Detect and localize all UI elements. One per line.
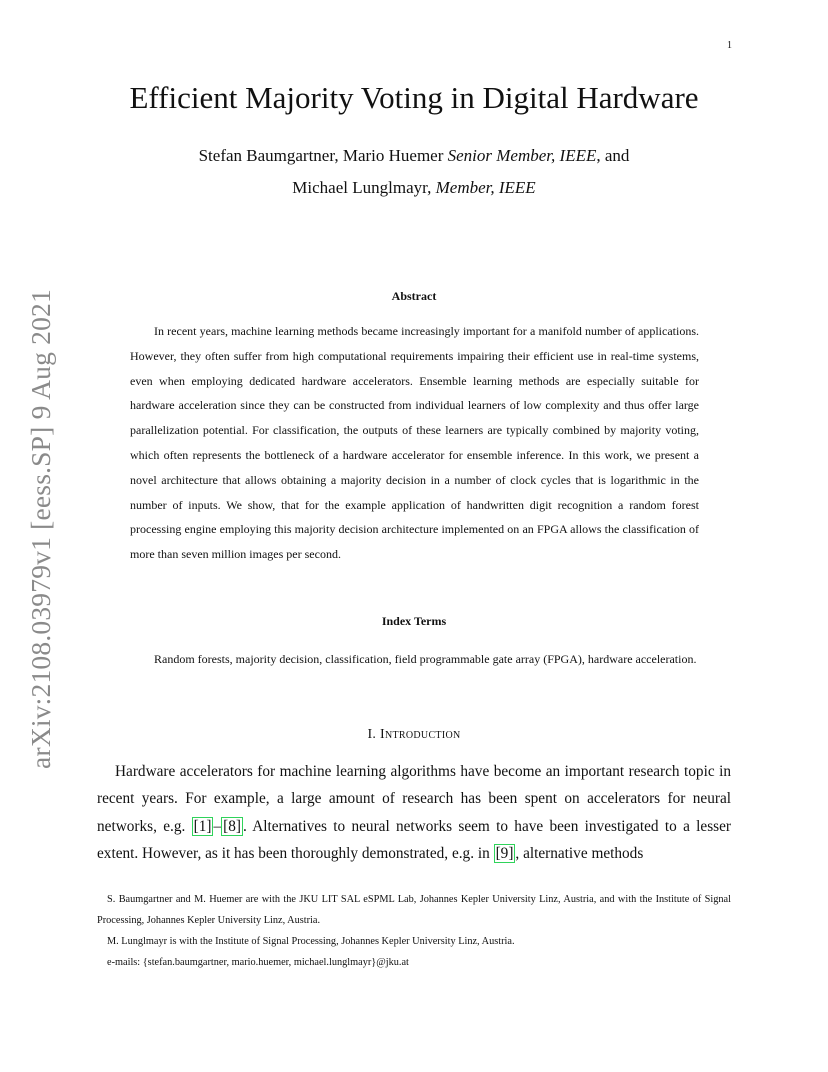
author-suffix-1: , and <box>596 146 630 165</box>
paper-title: Efficient Majority Voting in Digital Hardware <box>129 80 699 115</box>
author-names-2: Michael Lunglmayr, <box>292 178 436 197</box>
index-terms-heading: Index Terms <box>381 614 447 628</box>
intro-text-a: Hardware accelerators for machine learning algorithms have become an important research topic in recent years. For example, a large amount of research has been spent on accelerators for neural networks, e.g. <box>97 763 731 835</box>
intro-text-c: , alternative methods <box>515 844 644 862</box>
page-number: 1 <box>727 40 732 51</box>
footnotes <box>97 889 731 973</box>
author-role-1: Senior Member, IEEE <box>447 146 597 165</box>
arxiv-identifier: arXiv:2108.03979v1 [eess.SP] 9 Aug 2021 <box>25 289 56 769</box>
citation-link-1[interactable]: [1] <box>193 817 212 835</box>
author-role-2: Member, IEEE <box>435 178 536 197</box>
arxiv-stamp <box>20 290 62 768</box>
introduction-paragraph <box>97 758 731 867</box>
author-block <box>96 140 732 204</box>
abstract-text: In recent years, machine learning methods became increasingly important for a manifold number of applications. However, they often suffer from high computational requirements impairing their efficient use in real-time systems, even when employing dedicated hardware accelerators. Ensemble learning methods are especially suitable for hardware acceleration since they can be constructed from individual learners of low complexity and thus offer large parallelization potential. For classification, the outputs of these learners are typically combined by majority voting, which often represents the bottleneck of a hardware accelerator for ensemble inference. In this work, we present a novel architecture that allows obtaining a majority decision in a number of clock cycles that is logarithmic in the number of inputs. We show, that for the example application of handwritten digit recognition a random forest processing engine employing this majority decision architecture implemented on an FPGA allows the classification of more than seven million images per second. <box>130 324 699 562</box>
author-line-2 <box>96 172 732 204</box>
intro-text-b: . Alternatives to neural networks seem to have been investigated to a lesser extent. However, as it has been thoroughly demonstrated, e.g. in <box>97 817 731 862</box>
author-names-1: Stefan Baumgartner, Mario Huemer <box>198 146 448 165</box>
introduction-heading <box>96 727 732 743</box>
section-number: I. <box>367 727 381 742</box>
index-terms-text: Random forests, majority decision, classification, field programmable gate array (FPGA), hardware acceleration. <box>154 652 697 666</box>
citation-dash: – <box>213 817 222 835</box>
section-title: Introduction <box>380 727 461 742</box>
author-line-1 <box>96 140 732 172</box>
footnote-affiliation-1: S. Baumgartner and M. Huemer are with the JKU LIT SAL eSPML Lab, Johannes Kepler University Linz, Austria, and with the Institute of Signal Processing, Johannes Kepler University Linz, Austria. <box>97 894 731 926</box>
abstract-heading: Abstract <box>391 289 437 303</box>
citation-link-9[interactable]: [9] <box>495 844 514 862</box>
footnote-affiliation-2: M. Lunglmayr is with the Institute of Signal Processing, Johannes Kepler University Linz, Austria. <box>107 936 515 947</box>
footnote-emails: e-mails: {stefan.baumgartner, mario.huemer, michael.lunglmayr}@jku.at <box>107 957 409 968</box>
citation-link-8[interactable]: [8] <box>223 817 241 835</box>
